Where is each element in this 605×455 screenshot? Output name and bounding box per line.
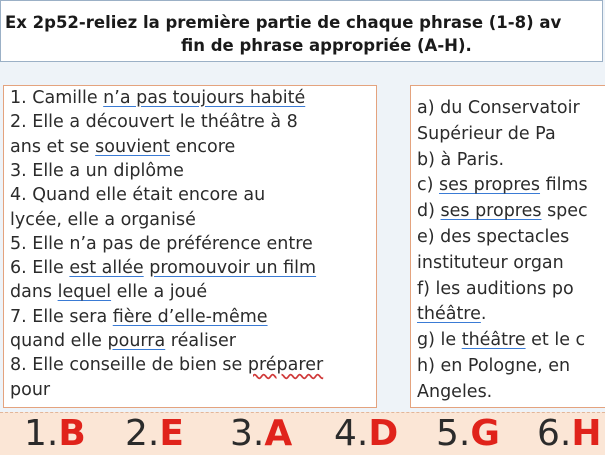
answer-item <box>436 413 500 455</box>
beginning-text: n’a pas toujours habité <box>103 88 306 108</box>
beginning-text: 7. Elle sera <box>10 306 113 327</box>
beginning-text: lycée, elle a organisé <box>10 209 196 230</box>
ending-text: films <box>540 175 588 196</box>
ending-text: Angeles. <box>417 381 493 402</box>
answer-letter: A <box>264 413 293 454</box>
ending-line <box>417 304 486 324</box>
beginning-text: préparer <box>247 355 324 376</box>
ending-text: g) le <box>417 330 462 351</box>
beginning-line <box>10 112 298 132</box>
beginning-line <box>10 88 305 108</box>
beginning-text: 2. Elle a découvert le théâtre à 8 <box>10 112 298 133</box>
beginning-text: encore <box>170 136 236 157</box>
answer-number: 2. <box>125 413 160 454</box>
ending-text: et le c <box>525 330 586 351</box>
ending-line <box>417 279 574 299</box>
answer-letter: D <box>368 413 399 454</box>
beginning-text: 4. Quand elle était encore au <box>10 185 266 206</box>
answer-number: 3. <box>230 413 265 454</box>
beginning-text: souvient <box>95 136 170 157</box>
beginning-text: fière d’elle-même <box>112 306 268 327</box>
ending-text: c) <box>417 175 440 196</box>
beginning-line <box>10 282 207 302</box>
answer-item <box>537 413 602 455</box>
ending-line <box>417 330 585 350</box>
ending-line <box>417 382 492 402</box>
beginning-text: quand elle <box>10 331 108 351</box>
ending-text: d) <box>417 201 441 222</box>
answer-item <box>334 413 398 455</box>
answer-number: 4. <box>334 413 369 454</box>
answer-letter: G <box>470 413 500 454</box>
ending-text: . <box>480 304 487 325</box>
answer-letter: E <box>159 413 184 454</box>
ending-text: a) du Conservatoir <box>417 98 580 118</box>
ending-line <box>417 175 588 195</box>
beginning-text: pourra <box>107 331 166 351</box>
ending-text: f) les auditions po <box>417 278 574 299</box>
beginning-text: pour <box>10 379 51 400</box>
ending-line <box>417 253 564 273</box>
ending-text: théâtre <box>461 330 526 351</box>
ending-text: instituteur organ <box>417 252 564 273</box>
ending-text: h) en Pologne, en <box>417 356 571 376</box>
answer-letter: H <box>571 413 602 454</box>
ending-text: spec <box>541 201 588 222</box>
beginning-line <box>10 331 236 351</box>
ending-text: théâtre <box>417 304 481 325</box>
beginning-line <box>10 258 316 278</box>
beginning-line <box>10 210 196 230</box>
beginning-line <box>10 307 268 327</box>
ending-text: Supérieur de Pa <box>417 123 556 144</box>
beginning-text: est allée <box>69 258 144 279</box>
beginning-line <box>10 161 184 181</box>
beginning-text: 8. Elle conseille de bien se <box>10 355 248 376</box>
beginning-text: dans <box>10 282 58 303</box>
beginning-text: promouvoir un film <box>149 258 317 279</box>
beginning-line <box>10 137 235 157</box>
ending-text: b) à Paris. <box>417 149 505 170</box>
ending-line <box>417 356 570 376</box>
answer-letter: B <box>58 413 86 454</box>
ending-line <box>417 98 580 118</box>
beginning-text: 6. Elle <box>10 258 70 279</box>
beginning-text: ans et se <box>10 136 96 157</box>
ending-line <box>417 124 556 144</box>
beginning-line <box>10 185 265 205</box>
beginning-text: réaliser <box>165 331 236 351</box>
answer-item <box>230 413 292 455</box>
sentence-beginnings-panel <box>3 85 377 408</box>
answer-item <box>125 413 184 455</box>
answer-number: 5. <box>436 413 471 454</box>
answers-bar <box>0 412 605 455</box>
exercise-title <box>0 0 603 62</box>
beginning-text: 1. Camille <box>10 88 104 108</box>
title-line-1: Ex 2p52-reliez la première partie de chaque phrase (1-8) av <box>5 13 562 32</box>
ending-line <box>417 227 569 247</box>
beginning-text: 3. Elle a un diplôme <box>10 160 184 181</box>
beginning-text: lequel <box>57 282 112 303</box>
beginning-text: elle a joué <box>111 282 208 303</box>
ending-line <box>417 150 504 170</box>
beginning-line <box>10 234 313 254</box>
ending-text: e) des spectacles <box>417 227 570 247</box>
ending-text: ses propres <box>440 201 542 222</box>
sentence-endings-panel <box>410 85 605 408</box>
beginning-line <box>10 355 323 375</box>
beginning-text: 5. Elle n’a pas de préférence entre <box>10 233 313 254</box>
beginning-line <box>10 380 50 400</box>
ending-text: ses propres <box>439 175 541 196</box>
title-line-2: fin de phrase appropriée (A-H). <box>181 36 472 55</box>
answer-number: 6. <box>537 413 572 454</box>
answer-item <box>24 413 86 455</box>
ending-line <box>417 201 588 221</box>
answer-number: 1. <box>24 413 59 454</box>
